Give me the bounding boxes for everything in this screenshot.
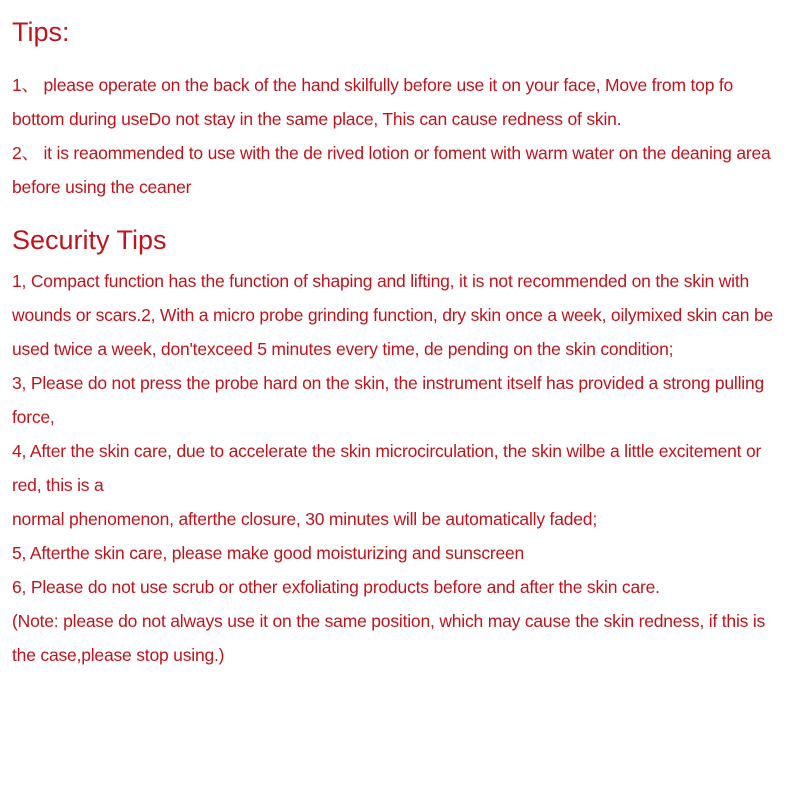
security-tips-heading: Security Tips xyxy=(12,225,167,255)
security-note: (Note: please do not always use it on the same position, which may cause the skin redness, if this is the case,please stop using.) xyxy=(12,611,766,665)
tips-item-2: 2、 it is reaommended to use with the de rived lotion or foment with warm water on the deaning area before using the ceaner xyxy=(12,143,771,197)
document xyxy=(12,14,782,672)
security-item-4: 4, After the skin care, due to accelerate the skin microcirculation, the skin wilbe a little excitement or red, this is a xyxy=(12,441,762,495)
tips-item-1: 1、 please operate on the back of the hand skilfully before use it on your face, Move from top fo bottom during useDo not stay in the same place, This can cause redness of skin. xyxy=(12,75,734,129)
security-item-3: 3, Please do not press the probe hard on the skin, the instrument itself has provided a strong pulling force, xyxy=(12,373,765,427)
security-item-6: 6, Please do not use scrub or other exfoliating products before and after the skin care. xyxy=(12,577,660,597)
security-item-1-2: 1, Compact function has the function of shaping and lifting, it is not recommended on the skin with wounds or scars.2, With a micro probe grinding function, dry skin once a week, oilymixed skin can be used twice a week, don'texceed 5 minutes every time, de pending on the skin condition; xyxy=(12,271,774,359)
tips-heading: Tips: xyxy=(12,17,70,47)
security-item-4-continued: normal phenomenon, afterthe closure, 30 minutes will be automatically faded; xyxy=(12,509,597,529)
security-tips-list xyxy=(12,264,782,672)
tips-list xyxy=(12,68,782,204)
security-item-5: 5, Afterthe skin care, please make good moisturizing and sunscreen xyxy=(12,543,525,563)
